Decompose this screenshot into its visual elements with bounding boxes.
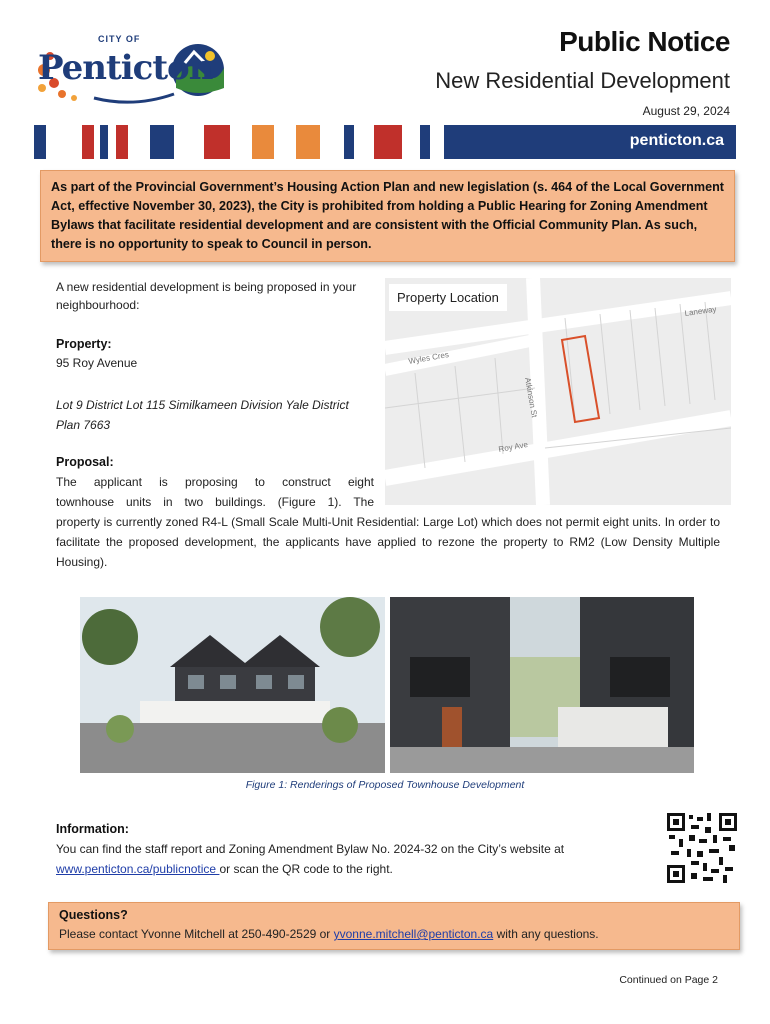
band-stripe: [204, 125, 230, 159]
logo-city-of: CITY OF: [98, 34, 141, 44]
band-stripe: [252, 125, 274, 159]
information-text: [56, 839, 656, 879]
map-title: Property Location: [389, 284, 507, 311]
information-text-before: You can find the staff report and Zoning Amendment Bylaw No. 2024-32 on the City’s website at: [56, 842, 565, 856]
map-label-atkinson: Atkinson St: [523, 376, 539, 419]
map-label-wyles: Wyles Cres: [407, 350, 450, 366]
logo-wordmark: Penticton: [38, 48, 213, 88]
band-stripe: [82, 125, 94, 159]
proposal-rest: property is currently zoned R4-L (Small Scale Multi-Unit Residential: Large Lot) which does not permit eight units. In order to facilitate the proposed development, the applicants have applied to rezone the property to RM2 (Low Density Multiple Housing).: [56, 515, 720, 569]
property-legal-description: Lot 9 District Lot 115 Similkameen Division Yale District Plan 7663: [56, 398, 349, 432]
header-band: [34, 125, 736, 159]
townhouse-rendering-1: [80, 597, 385, 773]
proposal-line-2: townhouse units in two buildings. (Figure 1). The: [56, 495, 374, 509]
questions-text-after: with any questions.: [493, 927, 599, 941]
band-stripe: [344, 125, 354, 159]
questions-callout: [48, 902, 740, 950]
townhouse-rendering-2: [390, 597, 694, 773]
page-subtitle: New Residential Development: [435, 68, 730, 93]
questions-text-before: Please contact Yvonne Mitchell at 250-490-2529 or: [59, 927, 334, 941]
city-logo: [34, 28, 234, 108]
questions-heading: Questions?: [59, 908, 128, 922]
proposal-line-1: The applicant is proposing to construct eight: [56, 475, 374, 489]
information-heading: Information:: [56, 822, 129, 836]
band-stripe: [296, 125, 320, 159]
figure-caption: Figure 1: Renderings of Proposed Townhouse Development: [245, 779, 525, 791]
public-notice-link[interactable]: www.penticton.ca/publicnotice: [56, 862, 220, 876]
notice-header: [435, 26, 730, 118]
band-navy-block: [444, 125, 736, 159]
proposal-text: [56, 472, 720, 572]
band-stripe: [116, 125, 128, 159]
page-title: Public Notice: [559, 26, 730, 57]
band-stripe: [420, 125, 430, 159]
notice-date: August 29, 2024: [642, 104, 730, 118]
intro-text: A new residential development is being proposed in your neighbourhood:: [56, 280, 357, 312]
proposal-heading: Proposal:: [56, 455, 114, 469]
qr-code-icon[interactable]: [667, 813, 737, 883]
information-text-after: or scan the QR code to the right.: [219, 862, 393, 876]
questions-text: [59, 927, 729, 941]
map-label-roy: Roy Ave: [497, 439, 529, 454]
property-address: 95 Roy Avenue: [56, 356, 138, 370]
website-label: penticton.ca: [629, 132, 724, 149]
continued-note: Continued on Page 2: [619, 974, 718, 986]
legislation-callout: [40, 170, 735, 262]
rendering-street-view: [80, 597, 385, 773]
band-stripe: [150, 125, 174, 159]
band-stripe: [374, 125, 402, 159]
band-stripe: [100, 125, 108, 159]
property-location-map: [385, 278, 731, 505]
callout-text: As part of the Provincial Government’s Housing Action Plan and new legislation (s. 464 of the Local Government Act, effective November 30, 2023), the City is prohibited from holding a Public Hearing for Zoning Amendment Bylaws that facilitate residential development and are consistent with the Official Community Plan. As such, there is no opportunity to speak to Council in person.: [51, 180, 724, 251]
map-label-laneway: Laneway: [684, 304, 717, 318]
rendering-courtyard-view: [390, 597, 694, 773]
map-graphic: [385, 278, 731, 505]
band-stripe: [34, 125, 46, 159]
property-heading: Property:: [56, 337, 112, 351]
contact-email-link[interactable]: yvonne.mitchell@penticton.ca: [333, 927, 494, 941]
